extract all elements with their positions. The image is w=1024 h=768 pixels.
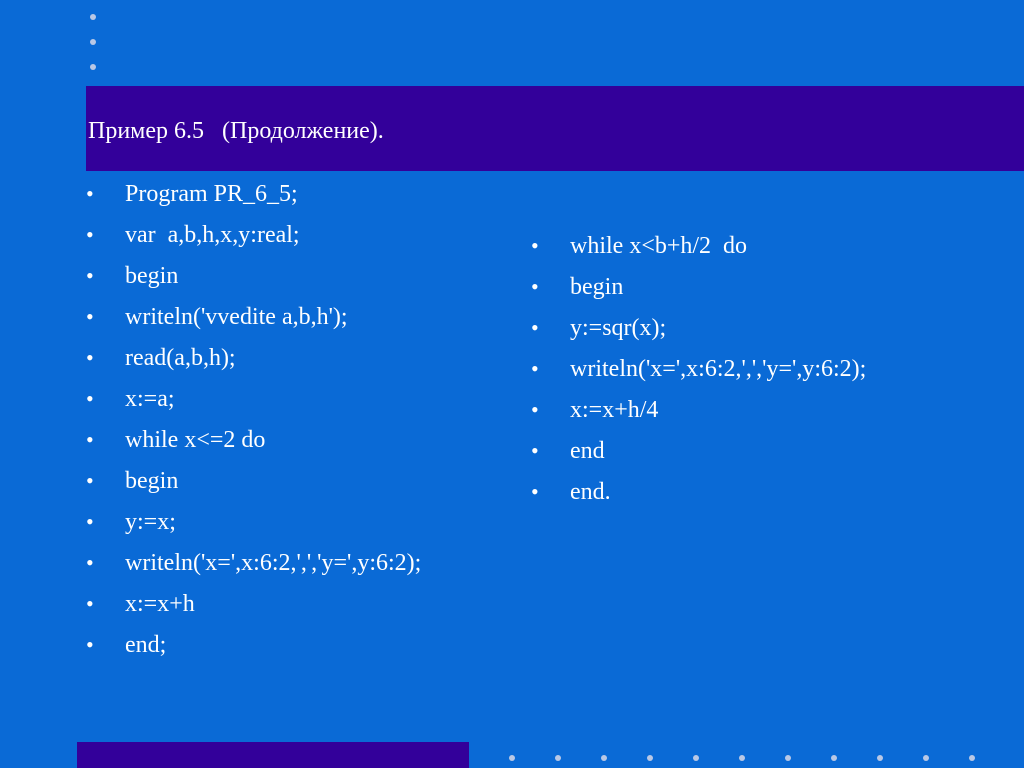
code-line xyxy=(531,437,866,478)
code-line xyxy=(531,314,866,355)
decor-dot xyxy=(923,755,929,761)
decor-dot xyxy=(647,755,653,761)
code-line xyxy=(86,508,421,549)
bullet-icon: • xyxy=(86,468,94,493)
code-line-text: end. xyxy=(570,479,611,505)
code-line-text: end xyxy=(570,438,605,464)
decor-dot xyxy=(601,755,607,761)
code-line-text: begin xyxy=(570,274,624,300)
code-line-text: begin xyxy=(125,263,179,289)
code-line xyxy=(86,631,421,672)
bullet-icon: • xyxy=(86,181,94,206)
bullet-icon: • xyxy=(86,427,94,452)
code-line-text: y:=sqr(x); xyxy=(570,315,667,341)
decor-dot xyxy=(90,14,96,20)
code-line xyxy=(86,467,421,508)
bullet-icon: • xyxy=(86,386,94,411)
code-line xyxy=(86,180,421,221)
code-list-left xyxy=(86,180,421,672)
decor-dot xyxy=(693,755,699,761)
bullet-icon: • xyxy=(531,438,539,463)
code-line-text: x:=x+h xyxy=(125,591,195,617)
code-line-text: writeln('x=',x:6:2,',','y=',y:6:2); xyxy=(125,550,422,576)
title-bar xyxy=(86,86,1024,171)
bullet-icon: • xyxy=(86,632,94,657)
code-line xyxy=(531,273,866,314)
decor-dot xyxy=(877,755,883,761)
code-line xyxy=(86,549,421,590)
bullet-icon: • xyxy=(86,591,94,616)
code-line-text: begin xyxy=(125,468,179,494)
code-line-text: Program PR_6_5; xyxy=(125,181,298,207)
code-line-text: x:=x+h/4 xyxy=(570,397,659,423)
bullet-icon: • xyxy=(86,550,94,575)
bullet-icon: • xyxy=(531,479,539,504)
code-line-text: writeln('vvedite a,b,h'); xyxy=(125,304,348,330)
bullet-icon: • xyxy=(531,315,539,340)
code-line-text: end; xyxy=(125,632,167,658)
bullet-icon: • xyxy=(86,304,94,329)
decor-dot xyxy=(831,755,837,761)
code-line xyxy=(86,344,421,385)
code-line xyxy=(531,232,866,273)
code-line-text: var a,b,h,x,y:real; xyxy=(125,222,300,248)
bullet-icon: • xyxy=(86,509,94,534)
bullet-icon: • xyxy=(531,356,539,381)
code-line-text: while x<=2 do xyxy=(125,427,266,453)
code-line xyxy=(531,396,866,437)
code-list-right xyxy=(531,232,866,519)
bullet-icon: • xyxy=(86,263,94,288)
code-line-text: read(a,b,h); xyxy=(125,345,236,371)
decor-dot xyxy=(90,39,96,45)
bullet-icon: • xyxy=(86,222,94,247)
bullet-icon: • xyxy=(86,345,94,370)
decor-dot xyxy=(509,755,515,761)
decor-dot xyxy=(90,64,96,70)
code-line xyxy=(86,426,421,467)
code-line xyxy=(531,478,866,519)
code-line xyxy=(86,221,421,262)
bullet-icon: • xyxy=(531,233,539,258)
code-line xyxy=(86,385,421,426)
slide-title: Пример 6.5 (Продолжение). xyxy=(88,118,384,144)
decor-dot xyxy=(969,755,975,761)
code-line xyxy=(531,355,866,396)
code-line xyxy=(86,590,421,631)
decor-dot xyxy=(555,755,561,761)
code-line xyxy=(86,262,421,303)
code-line-text: while x<b+h/2 do xyxy=(570,233,748,259)
code-line-text: writeln('x=',x:6:2,',','y=',y:6:2); xyxy=(570,356,867,382)
decor-dot xyxy=(785,755,791,761)
code-line-text: y:=x; xyxy=(125,509,176,535)
bullet-icon: • xyxy=(531,274,539,299)
code-line-text: x:=a; xyxy=(125,386,175,412)
decor-dot xyxy=(739,755,745,761)
footer-bar xyxy=(77,742,469,768)
code-line xyxy=(86,303,421,344)
bullet-icon: • xyxy=(531,397,539,422)
